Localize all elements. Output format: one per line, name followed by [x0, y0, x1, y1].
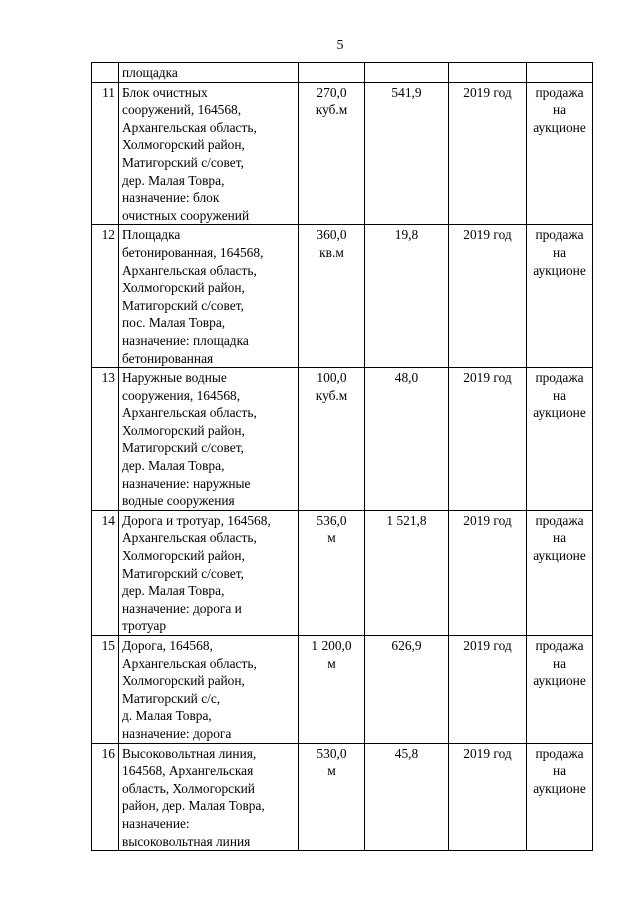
- method-line: на: [552, 655, 567, 671]
- name-line: Архангельская область,: [122, 119, 257, 135]
- name-cell: [119, 225, 299, 368]
- table-row: [92, 82, 593, 225]
- method-line: продажа: [535, 370, 584, 386]
- name-line: Архангельская область,: [122, 405, 257, 421]
- name-cell: [119, 636, 299, 744]
- table-row: [92, 368, 593, 511]
- table-row-continuation: [92, 63, 593, 83]
- name-line: бетонированная: [122, 350, 214, 366]
- cost-cell: [365, 63, 449, 83]
- name-line: дер. Малая Товра,: [122, 583, 225, 599]
- name-line: Холмогорский район,: [122, 673, 245, 689]
- cost-cell: 45,8: [365, 743, 449, 851]
- size-line: кв.м: [319, 244, 344, 260]
- year-cell: [449, 63, 527, 83]
- name-line: площадка: [122, 65, 178, 80]
- size-line: м: [327, 655, 336, 671]
- name-line: назначение: наружные: [122, 475, 251, 491]
- name-cell: [119, 82, 299, 225]
- name-line: Архангельская область,: [122, 655, 257, 671]
- method-line: на: [552, 387, 567, 403]
- name-line: тротуар: [122, 618, 167, 634]
- cost-cell: 48,0: [365, 368, 449, 511]
- name-line: Матигорский с/совет,: [122, 297, 244, 313]
- name-line: назначение: дорога: [122, 725, 232, 741]
- name-line: Наружные водные: [122, 370, 227, 386]
- method-line: на: [552, 102, 567, 118]
- size-cell: [299, 636, 365, 744]
- name-line: Матигорский с/с,: [122, 690, 221, 706]
- size-cell: [299, 225, 365, 368]
- table-row: [92, 510, 593, 635]
- row-number-cell: 14: [92, 510, 119, 635]
- size-cell: [299, 510, 365, 635]
- sale-method-cell: [527, 225, 593, 368]
- name-line: пос. Малая Товра,: [122, 315, 226, 331]
- name-line: Холмогорский район,: [122, 422, 245, 438]
- size-line: 1 200,0: [311, 638, 352, 653]
- name-line: 164568, Архангельская: [122, 763, 254, 779]
- name-line: Дорога и тротуар, 164568,: [122, 512, 271, 528]
- size-line: 360,0: [316, 227, 347, 243]
- name-line: Холмогорский район,: [122, 280, 245, 296]
- row-number-cell: 13: [92, 368, 119, 511]
- name-line: район, дер. Малая Товра,: [122, 798, 265, 814]
- name-line: Холмогорский район,: [122, 548, 245, 564]
- size-line: м: [327, 763, 336, 779]
- row-number-cell: 16: [92, 743, 119, 851]
- name-cell: [119, 368, 299, 511]
- size-cell: [299, 368, 365, 511]
- name-line: Дорога, 164568,: [122, 638, 213, 653]
- method-line: на: [552, 763, 567, 779]
- name-line: сооружения, 164568,: [122, 387, 241, 403]
- name-line: Архангельская область,: [122, 530, 257, 546]
- name-cell: [119, 510, 299, 635]
- size-line: 100,0: [316, 370, 347, 386]
- num-cell: [92, 63, 119, 83]
- year-cell: 2019 год: [449, 225, 527, 368]
- name-line: Блок очистных: [122, 84, 208, 100]
- name-line: назначение: площадка: [122, 332, 249, 348]
- name-line: бетонированная, 164568,: [122, 244, 264, 260]
- name-line: Матигорский с/совет,: [122, 154, 244, 170]
- name-cell: [119, 743, 299, 851]
- method-cell: [527, 63, 593, 83]
- table-row: [92, 225, 593, 368]
- name-line: дер. Малая Товра,: [122, 172, 225, 188]
- sale-method-cell: [527, 368, 593, 511]
- size-cell: [299, 82, 365, 225]
- year-cell: 2019 год: [449, 82, 527, 225]
- name-line: высоковольтная линия: [122, 833, 251, 849]
- property-table: [91, 62, 593, 851]
- name-line: Высоковольтная линия,: [122, 745, 257, 761]
- cost-cell: 1 521,8: [365, 510, 449, 635]
- method-line: продажа: [535, 638, 584, 653]
- table-body: [92, 63, 593, 851]
- row-number-cell: 12: [92, 225, 119, 368]
- name-line: водные сооружения: [122, 493, 235, 509]
- cost-cell: 19,8: [365, 225, 449, 368]
- name-line: д. Малая Товра,: [122, 708, 212, 724]
- name-line: Матигорский с/совет,: [122, 440, 244, 456]
- table-row: [92, 743, 593, 851]
- name-line: сооружений, 164568,: [122, 102, 242, 118]
- method-line: на: [552, 530, 567, 546]
- name-line: назначение: дорога и: [122, 600, 242, 616]
- name-line: Холмогорский район,: [122, 137, 245, 153]
- sale-method-cell: [527, 636, 593, 744]
- sale-method-cell: [527, 510, 593, 635]
- name-line: область, Холмогорский: [122, 780, 255, 796]
- method-line: аукционе: [533, 262, 586, 278]
- size-line: м: [327, 530, 336, 546]
- method-line: аукционе: [533, 405, 586, 421]
- year-cell: 2019 год: [449, 743, 527, 851]
- table-row: [92, 636, 593, 744]
- year-cell: 2019 год: [449, 510, 527, 635]
- size-line: 530,0: [316, 745, 347, 761]
- size-cell: [299, 63, 365, 83]
- name-line: назначение: блок: [122, 190, 220, 206]
- method-line: продажа: [535, 745, 584, 761]
- cost-cell: 541,9: [365, 82, 449, 225]
- row-number-cell: 11: [92, 82, 119, 225]
- method-line: аукционе: [533, 119, 586, 135]
- method-line: продажа: [535, 512, 584, 528]
- sale-method-cell: [527, 743, 593, 851]
- name-line: очистных сооружений: [122, 207, 250, 223]
- name-line: Матигорский с/совет,: [122, 565, 244, 581]
- method-line: продажа: [535, 84, 584, 100]
- size-cell: [299, 743, 365, 851]
- method-line: аукционе: [533, 780, 586, 796]
- cost-cell: 626,9: [365, 636, 449, 744]
- year-cell: 2019 год: [449, 368, 527, 511]
- sale-method-cell: [527, 82, 593, 225]
- size-line: 270,0: [316, 84, 347, 100]
- name-line: назначение:: [122, 815, 190, 831]
- year-cell: 2019 год: [449, 636, 527, 744]
- row-number-cell: 15: [92, 636, 119, 744]
- name-line: дер. Малая Товра,: [122, 458, 225, 474]
- method-line: аукционе: [533, 548, 586, 564]
- size-line: 536,0: [316, 512, 347, 528]
- name-cell: [119, 63, 299, 83]
- name-line: Архангельская область,: [122, 262, 257, 278]
- method-line: аукционе: [533, 673, 586, 689]
- size-line: куб.м: [315, 387, 348, 403]
- name-line: Площадка: [122, 227, 181, 243]
- page-number: 5: [336, 38, 344, 53]
- size-line: куб.м: [315, 102, 348, 118]
- method-line: продажа: [535, 227, 584, 243]
- method-line: на: [552, 244, 567, 260]
